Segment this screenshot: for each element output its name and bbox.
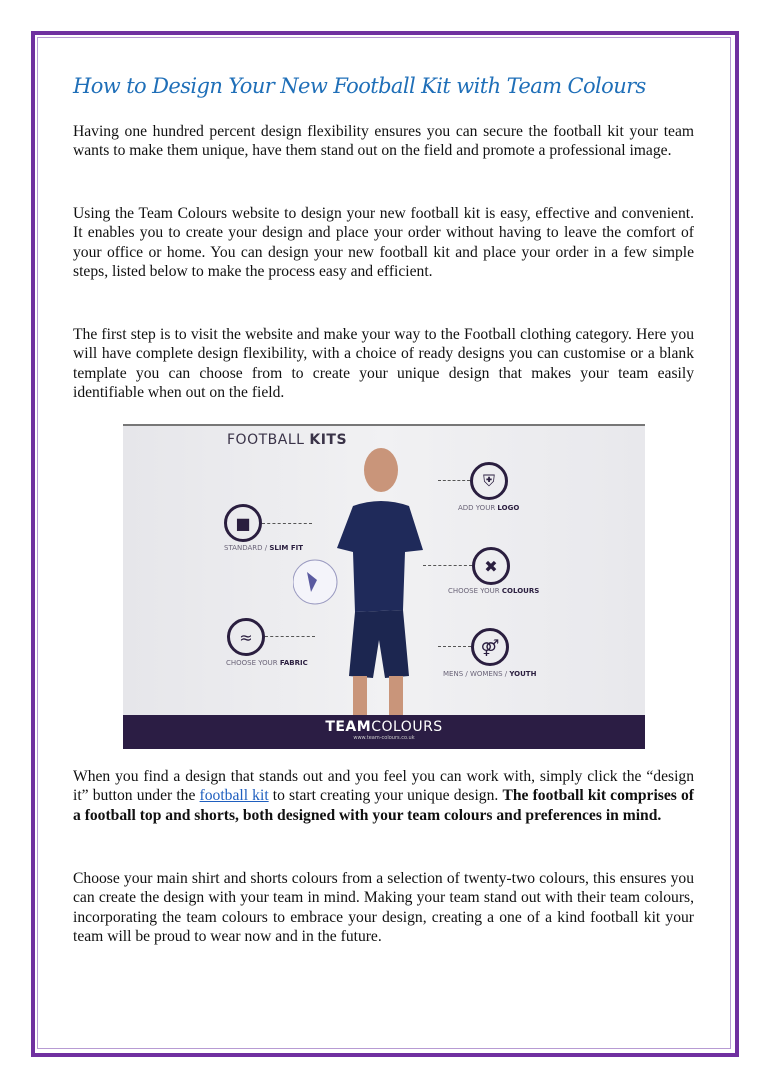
brand-bold: TEAM	[325, 719, 372, 735]
gender-symbols-icon: ⚤	[471, 628, 509, 666]
feature-range-light: MENS / WOMENS /	[443, 670, 510, 678]
paragraph-3: The first step is to visit the website and make your way to the Football clothing category. Here you will have complete design flexibility, with a choice of ready designs you can customise or a blank template you can choose from to create your unique design that makes your team easily identifiable when out on the field.	[73, 326, 694, 401]
paragraph-4-text: When you find a design that stands out and you feel you can work with, simply click the “design it” button under the	[73, 768, 694, 805]
team-colours-logo	[123, 719, 645, 735]
fabric-icon: ≈	[227, 618, 265, 656]
football-kits-image	[123, 424, 645, 749]
feature-range-bold: YOUTH	[509, 670, 537, 678]
brush-colours-icon: ✖	[472, 547, 510, 585]
brand-footer	[123, 715, 645, 749]
feature-logo-light: ADD YOUR	[458, 504, 498, 512]
image-title-bold: KITS	[309, 432, 348, 448]
brand-url: www.team-colours.co.uk	[353, 735, 415, 741]
shield-logo-icon: ⛨	[470, 462, 508, 500]
shirt-icon: ■	[224, 504, 262, 542]
feature-fabric-light: CHOOSE YOUR	[226, 659, 280, 667]
brand-light: COLOURS	[371, 719, 443, 735]
paragraph-1: Having one hundred percent design flexibility ensures you can secure the football kit your team wants to make them unique, have them stand out on the field and promote a professional image.	[73, 123, 694, 160]
document-title: How to Design Your New Football Kit with Team Colours	[73, 74, 646, 98]
feature-fit-light: STANDARD /	[224, 544, 270, 552]
feature-fit	[224, 544, 303, 552]
feature-logo-bold: LOGO	[497, 504, 520, 512]
feature-logo	[458, 504, 519, 512]
feature-range	[443, 670, 536, 678]
paragraph-4	[73, 767, 694, 825]
feature-colours-light: CHOOSE YOUR	[448, 587, 502, 595]
player-photo	[293, 440, 443, 720]
feature-fit-bold: SLIM FIT	[269, 544, 303, 552]
football-kit-link[interactable]: football kit	[199, 787, 269, 805]
feature-colours	[448, 587, 539, 595]
paragraph-4-bold: The football kit comprises of a football top and shorts, both designed with your team colours and preferences in mind.	[73, 787, 694, 824]
feature-fabric-bold: FABRIC	[279, 659, 308, 667]
paragraph-5: Choose your main shirt and shorts colours from a selection of twenty-two colours, this ensures you can create the design with your team in mind. Making your team stand out with their team colours, incorporating the team colours to embrace your design, creating a one of a kind football kit your team will be proud to wear now and in the future.	[73, 870, 694, 945]
paragraph-2: Using the Team Colours website to design your new football kit is easy, effective and convenient. It enables you to create your design and place your order without having to leave the comfort of your office or home. You can design your new football kit and place your order in a few simple steps, listed below to make the process easy and efficient.	[73, 205, 694, 280]
image-title-light: FOOTBALL	[227, 432, 310, 448]
feature-colours-bold: COLOURS	[501, 587, 540, 595]
paragraph-4-text-after: to start creating your unique design.	[268, 787, 503, 805]
